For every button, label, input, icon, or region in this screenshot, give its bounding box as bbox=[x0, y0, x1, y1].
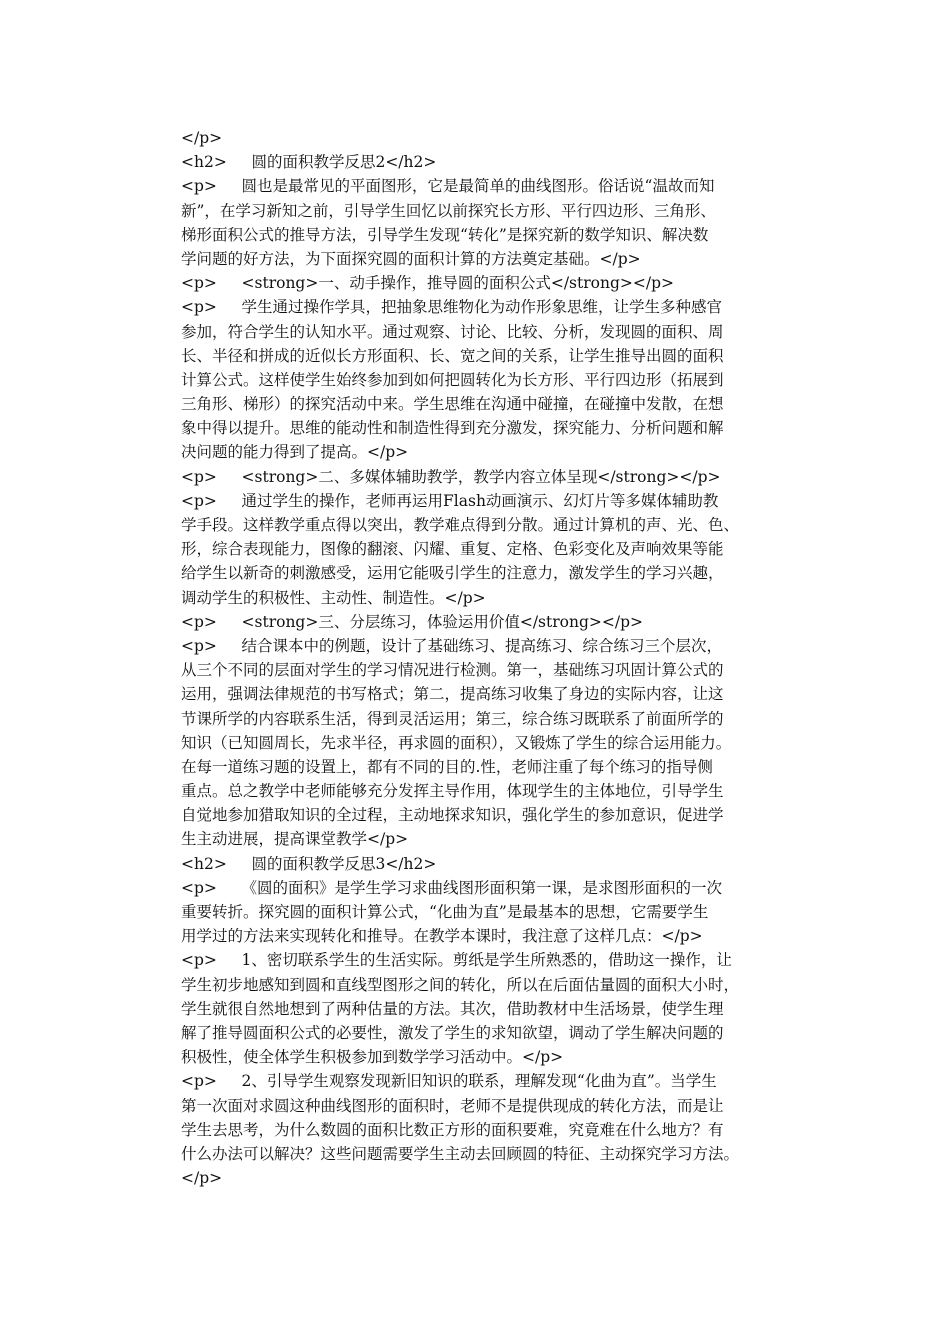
text-line: 学生就很自然地想到了两种估量的方法。其次，借助教材中生活场景，使学生理 bbox=[181, 999, 724, 1018]
text-line: 调动学生的积极性、主动性、制造性。</p> bbox=[181, 588, 486, 607]
text-line: 第一次面对求圆这种曲线图形的面积时，老师不是提供现成的转化方法，而是让 bbox=[181, 1096, 724, 1115]
text-line: 在每一道练习题的设置上，都有不同的目的.性，老师注重了每个练习的指导侧 bbox=[181, 757, 713, 776]
text-line: 学手段。这样教学重点得以突出，教学难点得到分散。通过计算机的声、光、色、 bbox=[181, 516, 740, 534]
text-line: 学生初步地感知到圆和直线型图形之间的转化，所以在后面估量圆的面积大小时， bbox=[181, 975, 740, 994]
text-line: 参加，符合学生的认知水平。通过观察、讨论、比较、分析，发现圆的面积、周 bbox=[181, 322, 724, 341]
text-line: 用学过的方法来实现转化和推导。在教学本课时，我注意了这样几点：</p> bbox=[181, 927, 703, 946]
text-line: 给学生以新奇的刺激感受，运用它能吸引学生的注意力，激发学生的学习兴趣， bbox=[181, 564, 724, 583]
text-line: 什么办法可以解决？这些问题需要学生主动去回顾圆的特征、主动探究学习方法。 bbox=[181, 1144, 740, 1163]
text-line: 自觉地参加猎取知识的全过程，主动地探求知识，强化学生的参加意识，促进学 bbox=[181, 806, 724, 825]
text-line: 三角形、梯形）的探究活动中来。学生思维在沟通中碰撞，在碰撞中发散，在想 bbox=[181, 395, 724, 414]
text-line: <h2> 圆的面积教学反思3</h2> bbox=[181, 854, 437, 873]
text-line: 学问题的好方法，为下面探究圆的面积计算的方法奠定基础。</p> bbox=[181, 249, 641, 268]
text-line: 知识（已知圆周长，先求半径，再求圆的面积），又锻炼了学生的综合运用能力。 bbox=[181, 733, 732, 752]
text-line: <p> <strong>一、动手操作，推导圆的面积公式</strong></p> bbox=[181, 274, 674, 293]
document-body bbox=[181, 126, 786, 1190]
text-line: 形，综合表现能力，图像的翻滚、闪耀、重复、定格、色彩变化及声响效果等能 bbox=[181, 540, 724, 559]
text-line: 重要转折。探究圆的面积计算公式，“化曲为直”是最基本的思想，它需要学生 bbox=[181, 903, 709, 921]
text-line: <h2> 圆的面积教学反思2</h2> bbox=[181, 153, 437, 172]
text-line: <p> 1、密切联系学生的生活实际。剪纸是学生所熟悉的，借助这一操作，让 bbox=[181, 951, 732, 970]
text-line: 积极性，使全体学生积极参加到数学学习活动中。</p> bbox=[181, 1048, 564, 1067]
text-line: <p> 通过学生的操作，老师再运用Flash动画演示、幻灯片等多媒体辅助教 bbox=[181, 491, 719, 510]
text-line: 长、半径和拼成的近似长方形面积、长、宽之间的关系，让学生推导出圆的面积 bbox=[181, 346, 724, 365]
text-line: 节课所学的内容联系生活，得到灵活运用；第三，综合练习既联系了前面所学的 bbox=[181, 709, 724, 728]
text-line: <p> 结合课本中的例题，设计了基础练习、提高练习、综合练习三个层次， bbox=[181, 636, 723, 655]
text-line: 决问题的能力得到了提高。</p> bbox=[181, 443, 409, 462]
text-line: <p> 《圆的面积》是学生学习求曲线图形面积第一课，是求图形面积的一次 bbox=[181, 878, 723, 897]
text-line: 运用，强调法律规范的书写格式；第二，提高练习收集了身边的实际内容，让这 bbox=[181, 685, 724, 704]
text-line: <p> 圆也是最常见的平面图形，它是最简单的曲线图形。俗话说“温故而知 bbox=[181, 177, 715, 196]
text-line: 生主动进展，提高课堂教学</p> bbox=[181, 830, 409, 849]
text-line: 解了推导圆面积公式的必要性，激发了学生的求知欲望，调动了学生解决问题的 bbox=[181, 1023, 724, 1042]
text-line: <p> <strong>三、分层练习，体验运用价值</strong></p> bbox=[181, 612, 643, 631]
text-line: <p> 2、引导学生观察发现新旧知识的联系，理解发现“化曲为直”。当学生 bbox=[181, 1072, 717, 1091]
text-line: <p> 学生通过操作学具，把抽象思维物化为动作形象思维，让学生多种感官 bbox=[181, 298, 723, 317]
text-line: </p> bbox=[181, 1169, 223, 1188]
text-line: 象中得以提升。思维的能动性和制造性得到充分激发，探究能力、分析问题和解 bbox=[181, 419, 724, 438]
text-line: 梯形面积公式的推导方法，引导学生发现“转化”是探究新的数学知识、解决数 bbox=[181, 225, 709, 244]
text-line: </p> bbox=[181, 129, 223, 147]
text-line: 新”，在学习新知之前，引导学生回忆以前探究长方形、平行四边形、三角形、 bbox=[181, 201, 716, 220]
text-line: <p> <strong>二、多媒体辅助教学，教学内容立体呈现</strong></p> bbox=[181, 467, 721, 486]
text-line: 学生去思考，为什么数圆的面积比数正方形的面积要难，究竟难在什么地方？有 bbox=[181, 1120, 724, 1139]
text-line: 计算公式。这样使学生始终参加到如何把圆转化为长方形、平行四边形（拓展到 bbox=[181, 370, 724, 389]
text-line: 重点。总之教学中老师能够充分发挥主导作用，体现学生的主体地位，引导学生 bbox=[181, 782, 724, 801]
text-line: 从三个不同的层面对学生的学习情况进行检测。第一，基础练习巩固计算公式的 bbox=[181, 661, 724, 680]
